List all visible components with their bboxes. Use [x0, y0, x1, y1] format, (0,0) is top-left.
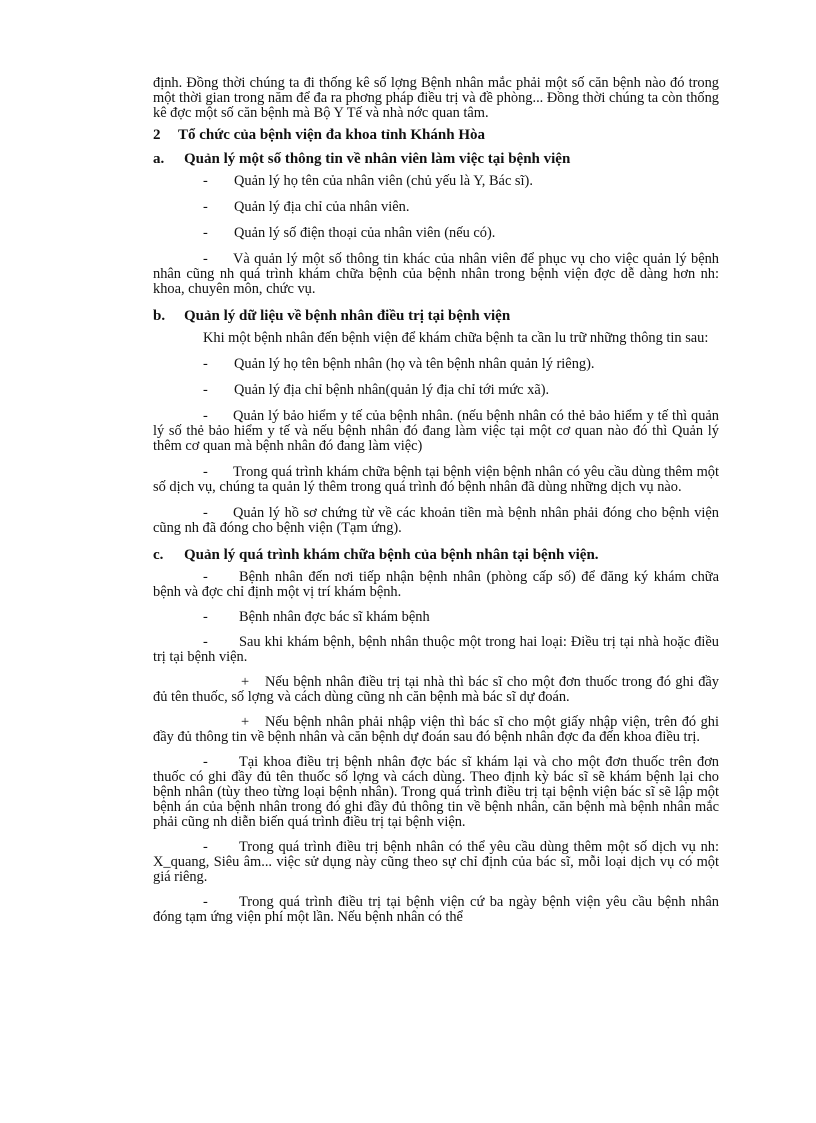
subsection-title: Quản lý một số thông tin về nhân viên làm việc tại bệnh viện	[184, 151, 571, 167]
dash-marker: -	[203, 464, 208, 480]
section-number: 2	[153, 127, 161, 143]
list-item-text: Quản lý họ tên của nhân viên (chủ yếu là Y, Bác sĩ).	[234, 173, 533, 189]
list-item-text: Trong quá trình khám chữa bệnh tại bệnh viện bệnh nhân có yêu cầu dùng thêm một số dịch vụ, chúng ta quản lý thêm trong quá trình đó bệnh nhân đã dùng những dịch vụ nào.	[153, 464, 719, 495]
section-2-heading	[153, 127, 719, 144]
dash-marker: -	[203, 894, 208, 910]
subsection-label: a.	[153, 151, 165, 167]
list-item	[153, 200, 719, 215]
dash-marker: -	[203, 634, 208, 650]
dash-marker: -	[203, 173, 208, 189]
subsection-c-heading	[153, 547, 719, 564]
list-item	[153, 357, 719, 372]
list-item-text: Quản lý số điện thoại của nhân viên (nếu có).	[234, 225, 496, 241]
section-title: Tổ chức của bệnh viện đa khoa tỉnh Khánh Hòa	[178, 127, 486, 143]
subsection-a-heading	[153, 151, 719, 168]
dash-marker: -	[203, 569, 208, 585]
list-item	[153, 252, 719, 297]
dash-marker: -	[203, 382, 208, 398]
list-item-text: Tại khoa điều trị bệnh nhân đợc bác sĩ khám lại và cho một đơn thuốc trên đơn thuốc có ghi đầy đủ tên thuốc số lợng và cách dùng. Theo định kỳ bác sĩ sẽ khám bệnh lại cho bệnh nhân (tùy theo từng loại bệnh nhân). Trong quá trình điều trị tại bệnh viện bác sĩ sẽ lập một bệnh án của bệnh nhân trong đó ghi đầy đủ thông tin về bệnh nhân, căn bệnh mà bệnh nhân mắc phải cũng nh diễn biến quá trình điều trị tại bệnh viện.	[153, 754, 719, 830]
list-item-text: Bệnh nhân đợc bác sĩ khám bệnh	[239, 609, 430, 625]
dash-marker: -	[203, 356, 208, 372]
plus-item	[153, 675, 719, 705]
plus-marker: +	[241, 714, 250, 730]
subsection-label: c.	[153, 547, 164, 563]
list-item-text: Trong quá trình điều trị bệnh nhân có thể yêu cầu dùng thêm một số dịch vụ nh: X_quang, Siêu âm... việc sử dụng này cũng theo sự chỉ định của bác sĩ, mỗi loại dịch vụ có một giá riêng.	[153, 839, 719, 885]
dash-marker: -	[203, 754, 208, 770]
list-item	[153, 465, 719, 495]
list-item-text: Trong quá trình điều trị tại bệnh viện cứ ba ngày bệnh viện yêu cầu bệnh nhân đóng tạm ứng viện phí một lần. Nếu bệnh nhân có thể	[153, 894, 719, 925]
document-page	[153, 76, 719, 935]
list-item-text: Bệnh nhân đến nơi tiếp nhận bệnh nhân (phòng cấp số) để đăng ký khám chữa bệnh và đợc chỉ định một vị trí khám bệnh.	[153, 569, 719, 600]
list-item	[153, 226, 719, 241]
list-item-text: Và quản lý một số thông tin khác của nhân viên để phục vụ cho việc quản lý bệnh nhân cũng nh quá trình khám chữa bệnh của bệnh nhân trong bệnh viện đợc dễ dàng hơn nh: khoa, chuyên môn, chức vụ.	[153, 251, 719, 297]
subsection-intro: Khi một bệnh nhân đến bệnh viện để khám chữa bệnh ta cần lu trữ những thông tin sau:	[203, 330, 709, 346]
list-item-text: Quản lý hồ sơ chứng từ về các khoản tiền mà bệnh nhân phải đóng cho bệnh viện cũng nh đã đóng cho bệnh viện (Tạm ứng).	[153, 505, 719, 536]
subsection-title: Quản lý dữ liệu về bệnh nhân điều trị tại bệnh viện	[184, 308, 511, 324]
list-item	[153, 840, 719, 885]
dash-marker: -	[203, 839, 208, 855]
list-item	[153, 755, 719, 830]
plus-item-text: Nếu bệnh nhân phải nhập viện thì bác sĩ cho một giấy nhập viện, trên đó ghi đầy đủ thông tin về bệnh nhân và căn bệnh dự đoán sau đó bệnh nhân đợc đa đến khoa điều trị.	[153, 714, 719, 745]
dash-marker: -	[203, 609, 208, 625]
dash-marker: -	[203, 199, 208, 215]
list-item	[153, 174, 719, 189]
intro-paragraph: định. Đồng thời chúng ta đi thống kê số lợng Bệnh nhân mắc phải một số căn bệnh nào đó trong một thời gian trong năm để đa ra phơng pháp điều trị và đề phòng... Đồng thời chúng ta còn thống kê đợc một số căn bệnh mà Bộ Y Tế và nhà nớc quan tâm.	[153, 75, 719, 121]
plus-marker: +	[241, 674, 250, 690]
plus-item	[153, 715, 719, 745]
list-item	[153, 635, 719, 665]
list-item	[153, 409, 719, 454]
list-item-text: Quản lý địa chỉ của nhân viên.	[234, 199, 410, 215]
list-item	[153, 610, 719, 625]
subsection-label: b.	[153, 308, 166, 324]
list-item-text: Sau khi khám bệnh, bệnh nhân thuộc một trong hai loại: Điều trị tại nhà hoặc điều trị tại bệnh viện.	[153, 634, 719, 665]
plus-item-text: Nếu bệnh nhân điều trị tại nhà thì bác sĩ cho một đơn thuốc trong đó ghi đầy đủ tên thuốc, số lợng và cách dùng cũng nh căn bệnh mà bác sĩ dự đoán.	[153, 674, 719, 705]
list-item	[153, 383, 719, 398]
dash-marker: -	[203, 251, 208, 267]
list-item	[153, 506, 719, 536]
list-item-text: Quản lý họ tên bệnh nhân (họ và tên bệnh nhân quản lý riêng).	[234, 356, 595, 372]
list-item	[153, 895, 719, 925]
dash-marker: -	[203, 225, 208, 241]
list-item	[153, 570, 719, 600]
subsection-title: Quản lý quá trình khám chữa bệnh của bệnh nhân tại bệnh viện.	[184, 547, 599, 563]
list-item-text: Quản lý địa chỉ bệnh nhân(quản lý địa chỉ tới mức xã).	[234, 382, 550, 398]
subsection-b-heading	[153, 308, 719, 325]
dash-marker: -	[203, 505, 208, 521]
dash-marker: -	[203, 408, 208, 424]
list-item-text: Quản lý bảo hiểm y tế của bệnh nhân. (nếu bệnh nhân có thẻ bảo hiểm y tế thì quản lý số thẻ bảo hiểm y tế và nếu bệnh nhân đó đang làm việc tại một cơ quan nào đó thì Quản lý thêm cơ quan mà bệnh nhân đó đang làm việc)	[153, 408, 719, 454]
